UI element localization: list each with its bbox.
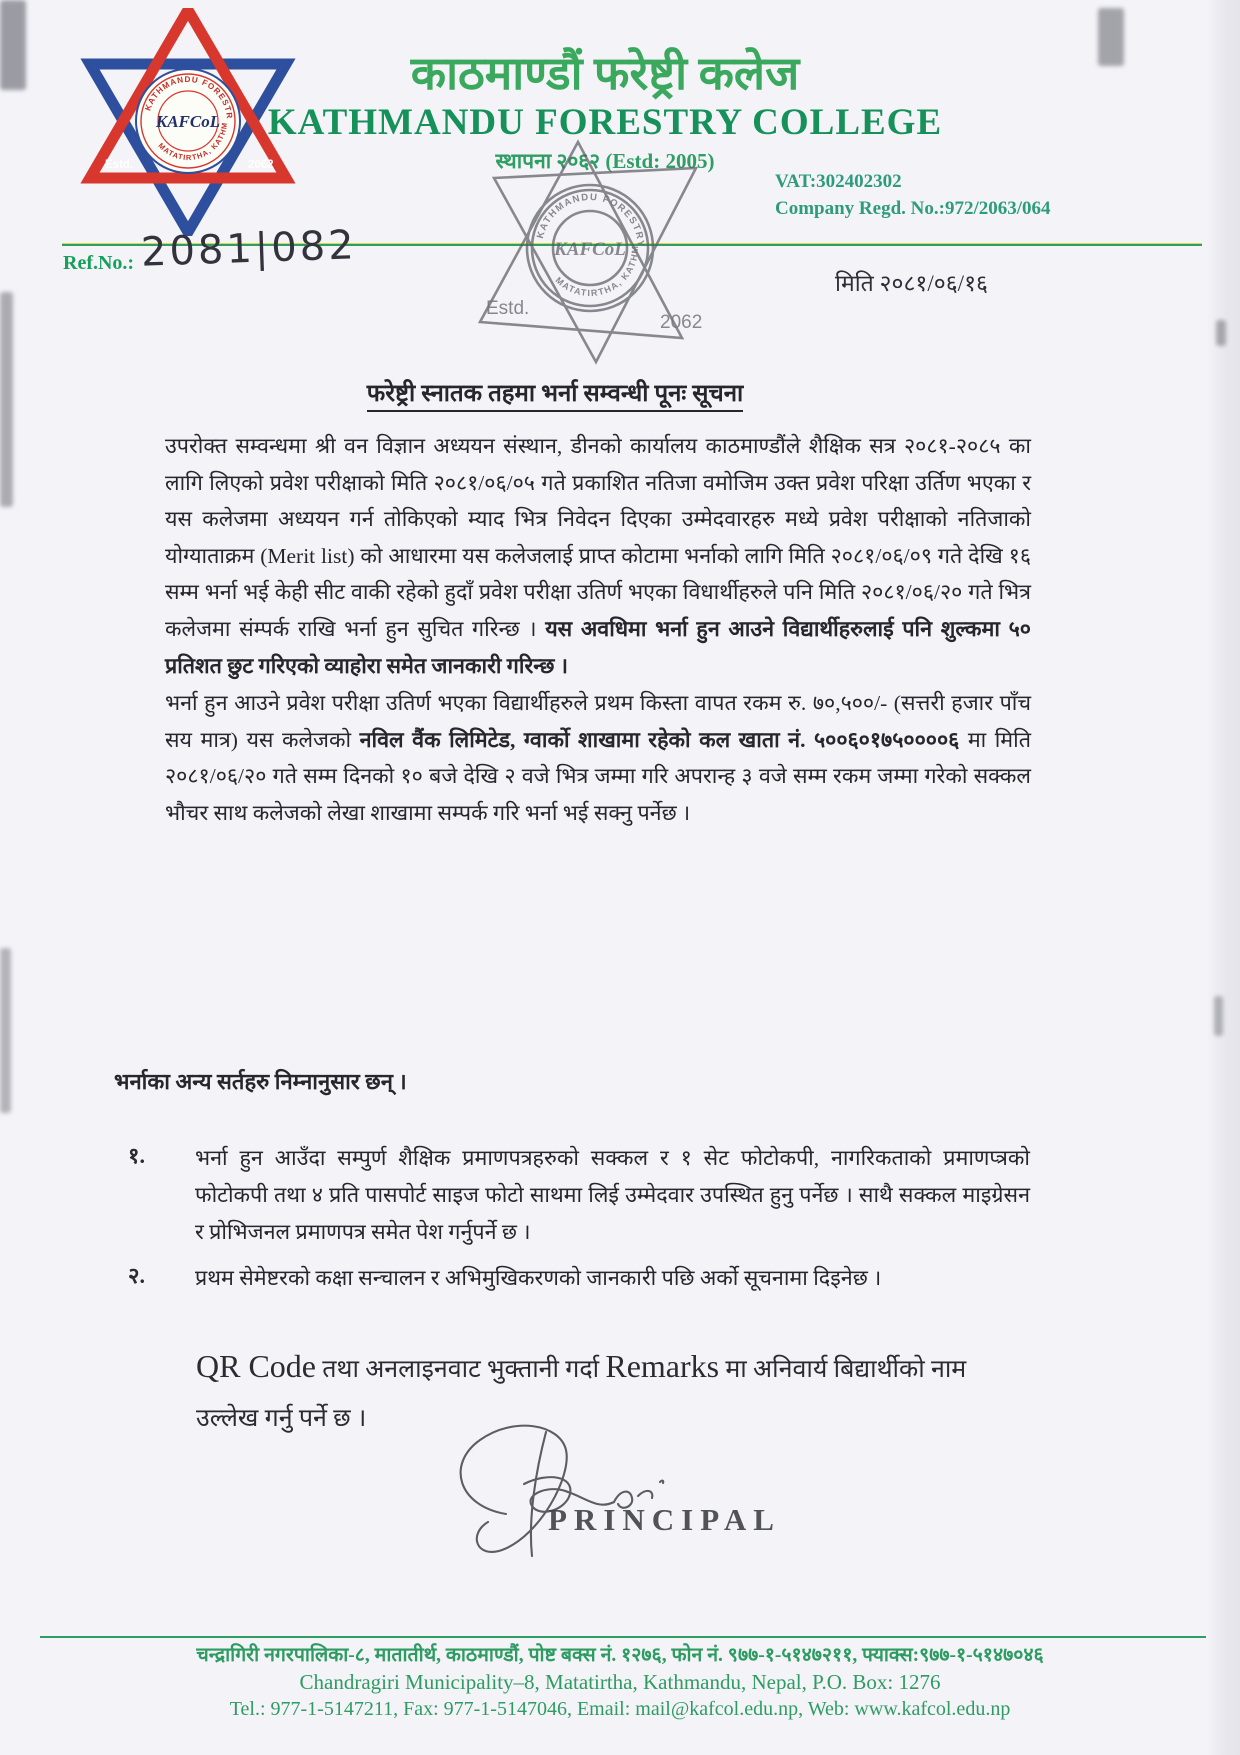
notice-title: फरेष्ट्री स्नातक तहमा भर्ना सम्वन्धी पूनः सूचना: [367, 381, 744, 412]
scan-blot: [1214, 996, 1223, 1036]
svg-text:2062: 2062: [660, 312, 703, 333]
footer-contact-line: Tel.: 977-1-5147211, Fax: 977-1-5147046, Email: mail@kafcol.edu.np, Web: www.kafcol.edu.np: [229, 1698, 1011, 1720]
scan-blot: [1216, 320, 1226, 346]
scan-shadow: [1206, 0, 1240, 1755]
svg-text:MATATIRTHA, KATHMANDU: MATATIRTHA, KATHM: [156, 121, 230, 163]
college-stamp-icon: [438, 126, 730, 371]
notice-body: [165, 428, 1031, 832]
qr-code-word: QR Code: [196, 1348, 316, 1384]
scan-blot: [1098, 8, 1124, 66]
principal-stamp: PRINCIPAL: [548, 1502, 781, 1537]
terms-list: [128, 1140, 1030, 1306]
qr-np-text: तथा अनलाइनवाट भुक्तानी गर्दा: [316, 1356, 606, 1383]
svg-text:2062: 2062: [248, 159, 274, 171]
terms-heading: भर्नाका अन्य सर्तहरु निम्नानुसार छन् ।: [114, 1069, 407, 1094]
para1-bold-text: यस अवधिमा भर्ना हुन आउने विद्यार्थीहरुलाई पनि शुल्कमा ५० प्रतिशत छुट गरिएको व्याहोरा समेत जानकारी गरिन्छ ।: [165, 616, 1031, 678]
scan-blot: [0, 0, 26, 90]
bank-account-bold: नविल वैंक लिमिटेड, ग्वार्को शाखामा रहेको कल खाता नं. ५००६०१७५००००६: [359, 727, 960, 752]
footer-divider: [40, 1636, 1206, 1638]
college-name-nepali: काठमाण्डौं फरेष्ट्री कलेज: [410, 48, 800, 99]
letter-date: मिति २०८१/०६/१६: [835, 271, 988, 296]
paragraph-2: [165, 685, 1031, 831]
svg-text:KATHMANDU FORESTRY COLLEGE: KATHMANDU FORESTR: [143, 74, 235, 120]
svg-text:KATHMANDU FORESTRY COLLEGE: KATHMANDU FORESTRY: [534, 191, 647, 249]
registration-block: [775, 168, 1051, 222]
college-name-english: KATHMANDU FORESTRY COLLEGE: [267, 102, 943, 143]
paragraph-1: [165, 428, 1031, 684]
para1-text: उपरोक्त सम्वन्धमा श्री वन विज्ञान अध्ययन संस्थान, डीनको कार्यालय काठमाण्डौंले शैक्षिक सत्र २०८१-२०८५ का लागि लिएको प्रवेश परीक्षाको मिति २०८१/०६/०५ गते प्रकाशित नतिजा वमोजिम उक्त प्रवेश परिक्षा उर्तिण भएका र यस कलेजमा अध्ययन गर्न तोकिएको म्याद भित्र निवेदन दिएका उम्मेदवारहरु मध्ये प्रवेश परीक्षाको नतिजाको योग्याताक्रम (Merit list) को आधारमा यस कलेजलाई प्राप्त कोटामा भर्नाको लागि मिति २०८१/०६/०९ गते देखि १६ सम्म भर्ना भई केही सीट वाकी रहेको हुदाँ प्रवेश परीक्षा उतिर्ण भएका विधार्थीहरुले पनि मिति २०८१/०६/२० गते भित्र कलेजमा संम्पर्क राखि भर्ना हुन सुचित गरिन्छ ।: [165, 434, 1031, 641]
notice-title-wrap: [0, 376, 1110, 409]
svg-text:KAFCoL: KAFCoL: [155, 112, 221, 131]
para2-text-cont: मा मिति २०८१/०६/२० गते सम्म दिनको १० बजे देखि २ वजे भित्र जम्मा गरि अपरान्ह ३ वजे सम्म रकम जम्मा गरेको सक्कल भौचर साथ कलेजको लेखा शाखामा सम्पर्क गरि भर्ना भई सक्नु पर्नेछ ।: [165, 727, 1031, 825]
list-item: [128, 1260, 1030, 1297]
ref-number-row: [63, 222, 358, 276]
footer-address-english: Chandragiri Municipality–8, Matatirtha, Kathmandu, Nepal, P.O. Box: 1276: [299, 1670, 941, 1694]
ref-value-handwritten: 2081|082: [140, 222, 358, 276]
footer: [0, 1642, 1240, 1722]
qr-np-text-cont: मा अनिवार्य बिद्यार्थीको नाम उल्लेख गर्नु पर्ने छ ।: [196, 1356, 967, 1432]
principal-signature: [428, 1418, 728, 1578]
svg-text:MATATIRTHA, KATHMANDU: MATATIRTHA, KATHM: [553, 244, 641, 299]
list-item: [128, 1140, 1030, 1251]
company-regd-number: Company Regd. No.:972/2063/064: [775, 198, 1051, 219]
svg-text:Estd.: Estd.: [105, 159, 134, 171]
vat-number: VAT:302402302: [775, 171, 902, 192]
remarks-word: Remarks: [605, 1348, 720, 1384]
svg-text:Estd.: Estd.: [486, 298, 530, 319]
ref-label: Ref.No.:: [63, 252, 135, 274]
estd-line: स्थापना २०६२ (Estd: 2005): [495, 149, 715, 173]
scan-blot: [0, 948, 11, 1113]
list-item-number: २.: [128, 1263, 145, 1288]
list-item-text: प्रथम सेमेष्टरको कक्षा सन्चालन र अभिमुखिकरणको जानकारी पछि अर्को सूचनामा दिइनेछ ।: [195, 1266, 882, 1290]
list-item-number: १.: [128, 1143, 145, 1168]
para2-text: भर्ना हुन आउने प्रवेश परीक्षा उतिर्ण भएका विद्यार्थीहरुले प्रथम किस्ता वापत रकम रु. ७०,५००/- (सत्तरी हजार पाँच सय मात्र) यस कलेजको: [165, 691, 1031, 752]
list-item-text: भर्ना हुन आउँदा सम्पुर्ण शैक्षिक प्रमाणपत्रहरुको सक्कल र १ सेट फोटोकपी, नागरिकताको प्रमाणप्त्रको फोटोकपी तथा ४ प्रति पासपोर्ट साइज फोटो साथमा लिई उम्मेदवार उपस्थित हुनु पर्नेछ । साथै सक्कल माइग्रेसन र प्रोभिजनल प्रमाणपत्र समेत पेश गर्नुपर्ने छ ।: [195, 1146, 1030, 1244]
svg-text:KAFCoL: KAFCoL: [554, 239, 626, 260]
footer-address-nepali: चन्द्रागिरी नगरपालिका-८, मातातीर्थ, काठमाण्डौं, पोष्ट बक्स नं. १२७६, फोन नं. ९७७-१-५१४७२११, फ्याक्स:९७७-१-५१४७०४६: [196, 1645, 1044, 1666]
